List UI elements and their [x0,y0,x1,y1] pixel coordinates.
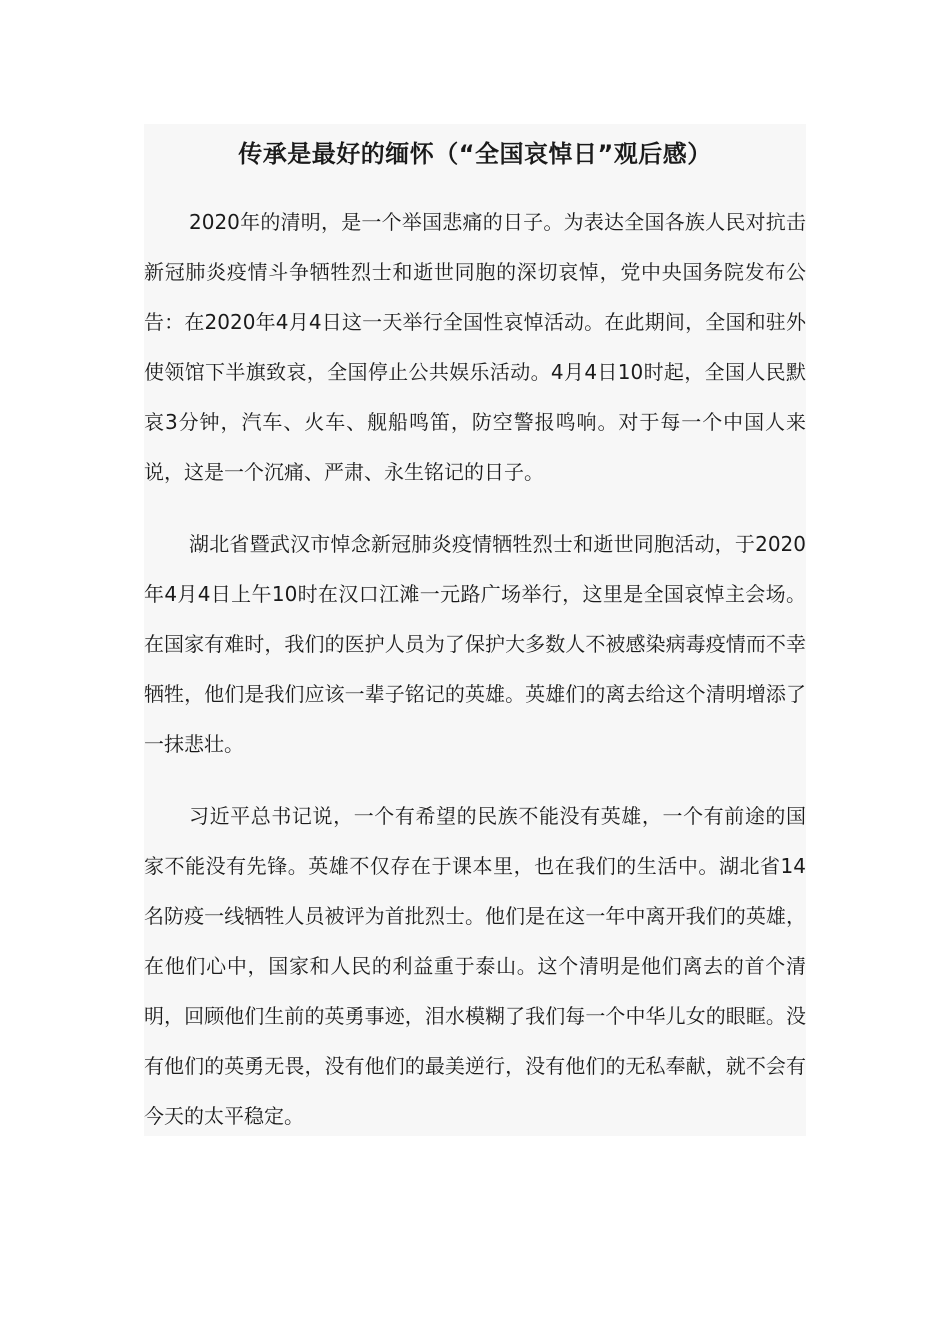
document-page [144,124,806,1136]
document-title: 传承是最好的缅怀（“全国哀悼日”观后感） [238,140,712,168]
paragraph-1: 2020年的清明，是一个举国悲痛的日子。为表达全国各族人民对抗击新冠肺炎疫情斗争牺牲烈士和逝世同胞的深切哀悼，党中央国务院发布公告：在2020年4月4日这一天举行全国性哀悼活动。在此期间，全国和驻外使领馆下半旗致哀，全国停止公共娱乐活动。4月4日10时起，全国人民默哀3分钟，汽车、火车、舰船鸣笛，防空警报鸣响。对于每一个中国人来说，这是一个沉痛、严肃、永生铭记的日子。 [144,210,806,484]
paragraph-2: 湖北省暨武汉市悼念新冠肺炎疫情牺牲烈士和逝世同胞活动，于2020年4月4日上午10时在汉口江滩一元路广场举行，这里是全国哀悼主会场。在国家有难时，我们的医护人员为了保护大多数人不被感染病毒疫情而不幸牺牲，他们是我们应该一辈子铭记的英雄。英雄们的离去给这个清明增添了一抹悲壮。 [144,532,806,756]
paragraph-3: 习近平总书记说，一个有希望的民族不能没有英雄，一个有前途的国家不能没有先锋。英雄不仅存在于课本里，也在我们的生活中。湖北省14名防疫一线牺牲人员被评为首批烈士。他们是在这一年中离开我们的英雄，在他们心中，国家和人民的利益重于泰山。这个清明是他们离去的首个清明，回顾他们生前的英勇事迹，泪水模糊了我们每一个中华儿女的眼眶。没有他们的英勇无畏，没有他们的最美逆行，没有他们的无私奉献，就不会有今天的太平稳定。 [144,804,806,1128]
